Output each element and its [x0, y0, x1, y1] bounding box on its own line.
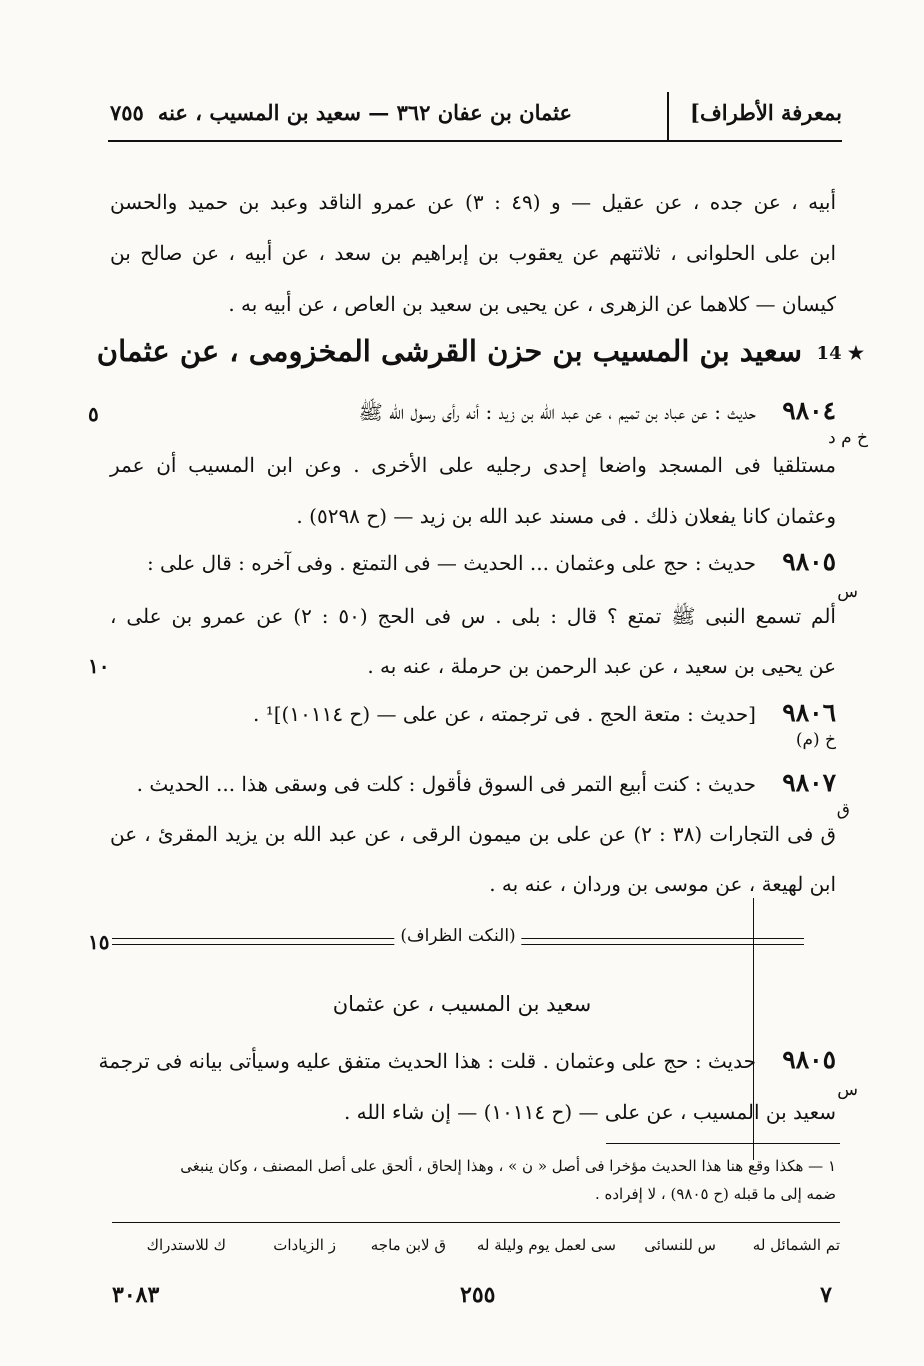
running-header-page-number: ٧٥٥	[110, 100, 144, 125]
hadith-text: حديث : كنت أبيع التمر فى السوق فأقول : كلت فى وسقى هذا ... الحديث .	[136, 772, 756, 796]
footer-volume: ٧	[820, 1282, 832, 1308]
header-rule	[108, 140, 842, 142]
hadith-number: ٩٨٠٧	[782, 768, 836, 797]
sigla-margin: س	[837, 582, 858, 602]
hadith-number: ٩٨٠٤	[782, 396, 836, 425]
footnote-line: ١ — هكذا وقع هنا هذا الحديث مؤخرا فى أصل « ن » ، وهذا إلحاق ، ألحق على أصل المصنف ، وكان ينبغى	[180, 1157, 836, 1175]
sigla-key-item: ق لابن ماجه	[370, 1236, 446, 1254]
section-title: سعيد بن المسيب بن حزن القرشى المخزومى ، عن عثمان	[96, 334, 802, 368]
running-header-section: عثمان بن عفان ٣٦٢ — سعيد بن المسيب ، عنه	[157, 100, 572, 125]
body-line: أبيه ، عن جده ، عن عقيل — و (٤٩ : ٣) عن عمرو الناقد وعبد بن حميد والحسن	[110, 190, 837, 214]
body-line: ابن على الحلوانى ، ثلاثتهم عن يعقوب بن إبراهيم بن سعد ، عن أبيه ، عن صالح بن	[110, 241, 836, 265]
hadith-text: عن يحيى بن سعيد ، عن عبد الرحمن بن حرملة ، عنه به .	[367, 654, 836, 678]
section-marker: 14 ★	[816, 343, 864, 364]
nukat-text: سعيد بن المسيب ، عن على — (ح ١٠١١٤) — إن شاء الله .	[343, 1100, 836, 1124]
sigla-rule	[112, 1222, 840, 1223]
nukat-text: حديث : حج على وعثمان . قلت : هذا الحديث متفق عليه وسيأتى بيانه فى ترجمة	[98, 1049, 756, 1073]
running-header-book-title: بمعرفة الأطراف]	[690, 100, 842, 125]
hadith-text: ابن لهيعة ، عن موسى بن وردان ، عنه به .	[489, 872, 836, 896]
hadith-text: مستلقيا فى المسجد واضعا إحدى رجليه على الأخرى . وعن ابن المسيب أن عمر	[110, 453, 836, 477]
header-separator	[667, 92, 669, 140]
sigla-key-item: سى لعمل يوم وليلة له	[476, 1236, 616, 1254]
body-line: كيسان — كلاهما عن الزهرى ، عن يحيى بن سعيد بن العاص ، عن أبيه به .	[228, 292, 836, 316]
sigla-margin: س	[837, 1080, 858, 1100]
footnote-rule	[606, 1143, 840, 1144]
hadith-text: حديث : عن عباد بن تميم ، عن عبد الله بن زيد : أنه رأى رسول الله ﷺ	[358, 400, 756, 424]
sigla-key-item: ز الزيادات	[273, 1236, 336, 1254]
sigla-margin: ق	[836, 800, 850, 820]
divider-label: (النكت الظراف)	[394, 926, 521, 946]
hadith-text: ألم تسمع النبى ﷺ تمتع ؟ قال : بلى . س فى الحج (٥٠ : ٢) عن عمرو بن على ،	[110, 604, 836, 628]
footer-sequence: ٣٠٨٣	[112, 1282, 160, 1308]
footer-page: ٢٥٥	[460, 1282, 496, 1308]
sigla-key-item: ك للاستدراك	[146, 1236, 226, 1254]
hadith-text: [حديث : متعة الحج . فى ترجمته ، عن على — (ح ١٠١١٤)]¹ .	[253, 702, 756, 726]
sigla-margin: خ م د	[828, 428, 868, 448]
sigla-margin: خ (م)	[795, 730, 836, 750]
margin-line-number: ١٥	[88, 930, 110, 954]
sigla-key-item: تم الشمائل له	[752, 1236, 840, 1254]
nukat-title: سعيد بن المسيب ، عن عثمان	[332, 992, 592, 1016]
footnote-line: ضمه إلى ما قبله (ح ٩٨٠٥) ، لا إفراده .	[594, 1185, 836, 1203]
hadith-text: ق فى التجارات (٣٨ : ٢) عن على بن ميمون الرقى ، عن عبد الله بن يزيد المقرئ ، عن	[110, 822, 837, 846]
hadith-text: حديث : حج على وعثمان ... الحديث — فى التمتع . وفى آخره : قال على :	[146, 551, 756, 575]
hadith-number: ٩٨٠٥	[782, 1045, 836, 1074]
section-divider	[112, 926, 804, 948]
hadith-number: ٩٨٠٥	[782, 547, 836, 576]
hadith-number: ٩٨٠٦	[782, 698, 836, 727]
hadith-text: وعثمان كانا يفعلان ذلك . فى مسند عبد الله بن زيد — (ح ٥٢٩٨) .	[296, 504, 836, 528]
sigla-key-item: س للنسائى	[644, 1236, 716, 1254]
margin-line-number: ٥	[88, 402, 99, 426]
margin-line-number: ١٠	[88, 654, 110, 678]
